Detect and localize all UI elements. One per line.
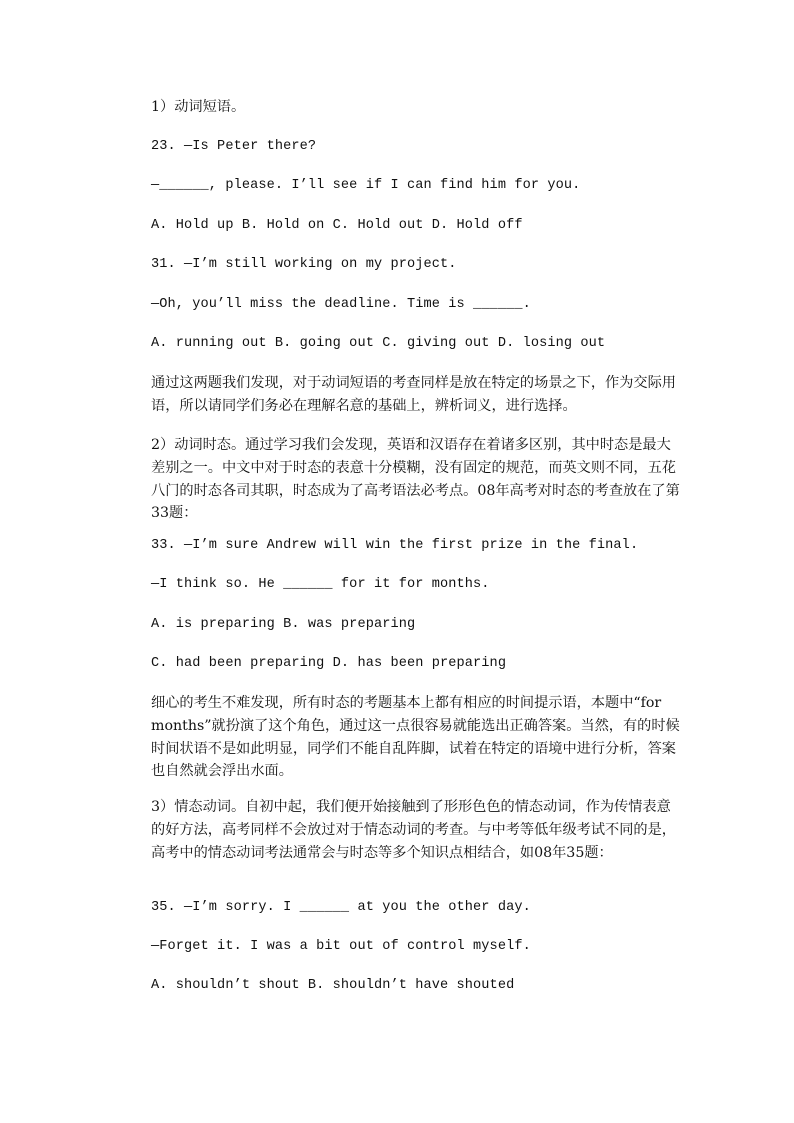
- paragraph-analysis-2: 细心的考生不难发现，所有时态的考题基本上都有相应的时间提示语，本题中“for months”就扮演了这个角色，通过这一点很容易就能选出正确答案。当然，有的时候时间状语不是如此明显，同学们不能自乱阵脚，试着在特定的语境中进行分析，答案也自然就会浮出水面。: [151, 695, 680, 780]
- question-23-stem: 23. —Is Peter there?: [151, 139, 317, 154]
- question-23-reply: —______, please. I’ll see if I can find him for you.: [151, 178, 581, 193]
- paragraph-verb-tense: 2）动词时态。通过学习我们会发现，英语和汉语存在着诸多区别，其中时态是最大差别之一。中文中对于时态的表意十分模糊，没有固定的规范，而英文则不同，五花八门的时态各司其职，时态成为了高考语法必考点。08年高考对时态的考查放在了第33题：: [151, 437, 680, 522]
- question-31-stem: 31. —I’m still working on my project.: [151, 257, 457, 272]
- section-heading-verb-phrases: 1）动词短语。: [151, 99, 246, 115]
- question-35-stem: 35. —I’m sorry. I ______ at you the other day.: [151, 900, 531, 915]
- question-31-options: A. running out B. going out C. giving out D. losing out: [151, 336, 606, 351]
- question-23-options: A. Hold up B. Hold on C. Hold out D. Hold off: [151, 218, 523, 233]
- question-31-reply: —Oh, you’ll miss the deadline. Time is ______.: [151, 297, 531, 312]
- question-35-reply: —Forget it. I was a bit out of control myself.: [151, 939, 531, 954]
- paragraph-modal-verbs: 3）情态动词。自初中起，我们便开始接触到了形形色色的情态动词，作为传情表意的好方法，高考同样不会放过对于情态动词的考查。与中考等低年级考试不同的是，高考中的情态动词考法通常会与时态等多个知识点相结合，如08年35题：: [151, 799, 676, 861]
- question-33-stem: 33. —I’m sure Andrew will win the first prize in the final.: [151, 538, 639, 553]
- question-33-options-ab: A. is preparing B. was preparing: [151, 617, 416, 632]
- question-33-reply: —I think so. He ______ for it for months.: [151, 577, 490, 592]
- paragraph-analysis-1: 通过这两题我们发现，对于动词短语的考查同样是放在特定的场景之下，作为交际用语，所以请同学们务必在理解名意的基础上，辨析词义，进行选择。: [151, 375, 676, 414]
- question-33-options-cd: C. had been preparing D. has been preparing: [151, 656, 507, 671]
- question-35-options: A. shouldn’t shout B. shouldn’t have shouted: [151, 978, 515, 993]
